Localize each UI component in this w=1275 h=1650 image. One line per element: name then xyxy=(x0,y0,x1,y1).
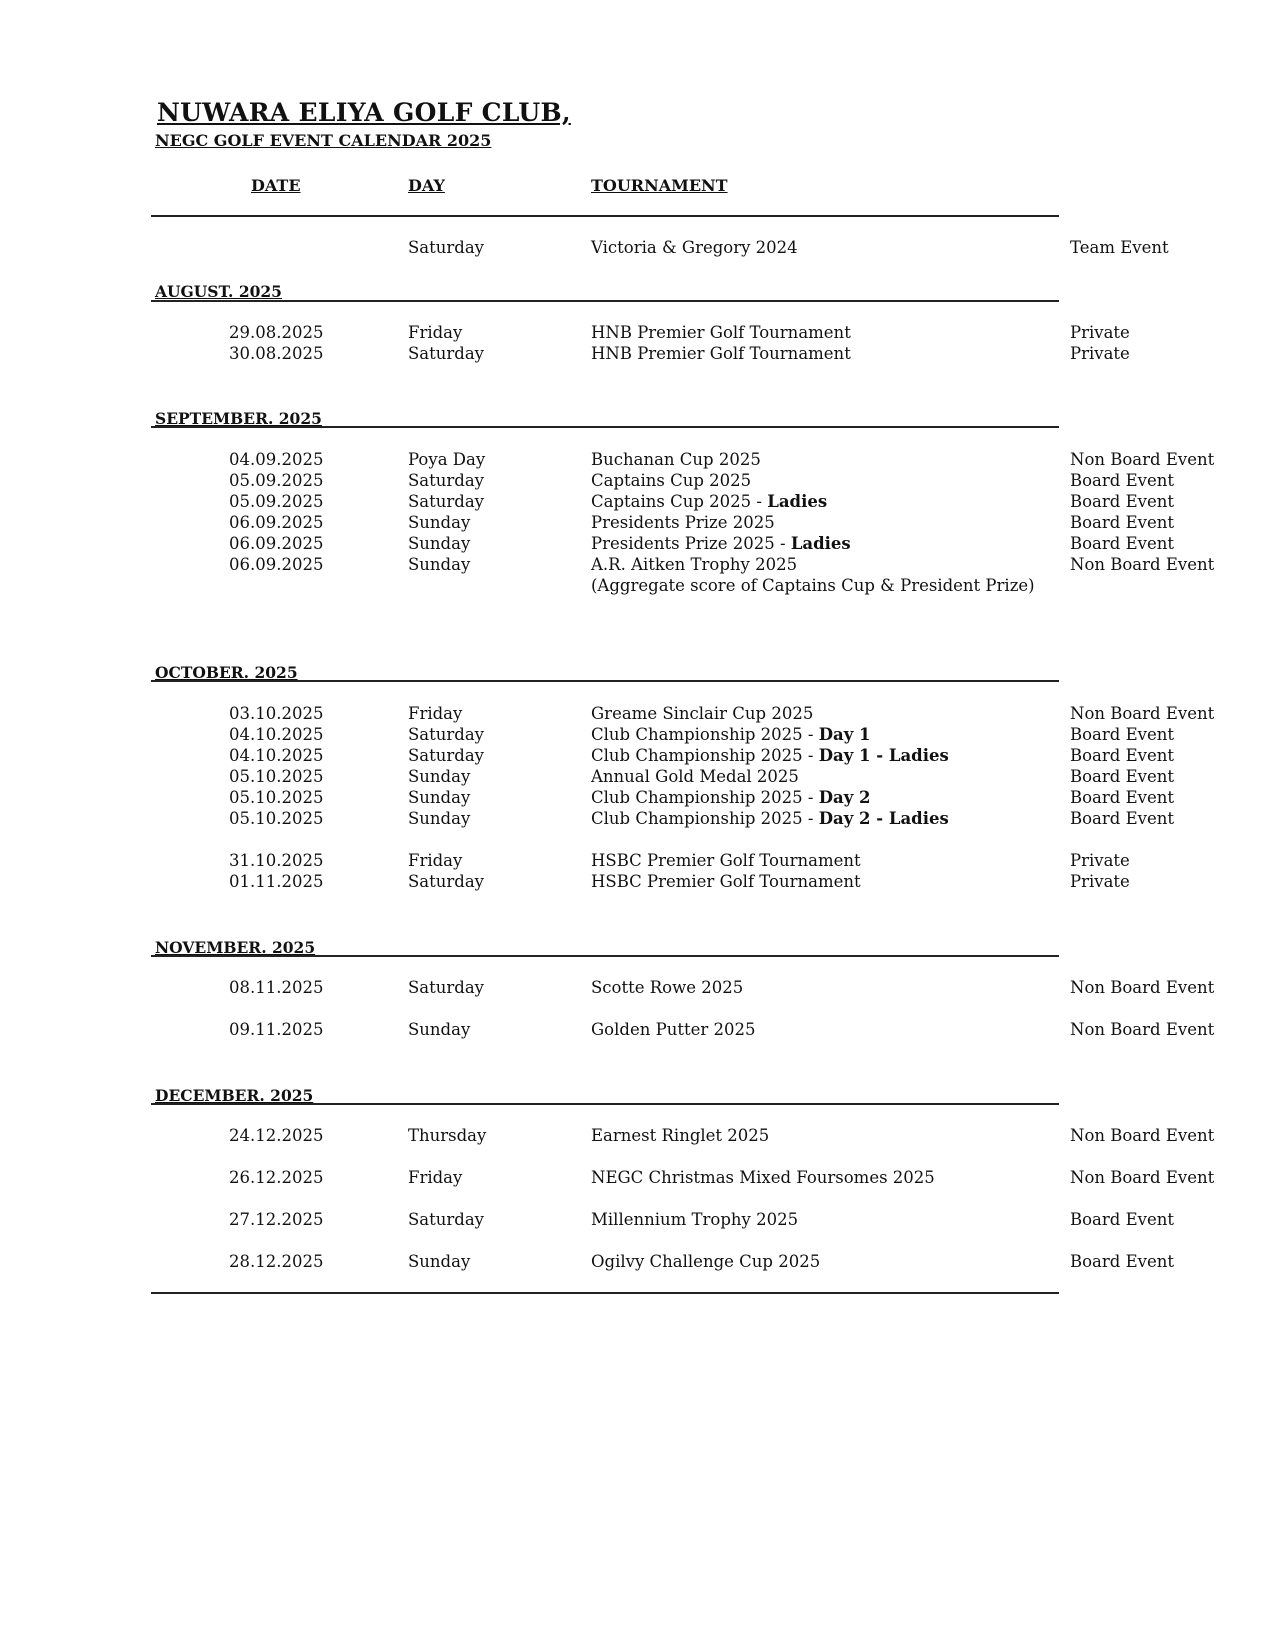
event-day: Saturday xyxy=(408,238,485,257)
event-tournament xyxy=(591,1126,769,1145)
event-date: 06.09.2025 xyxy=(229,513,324,532)
event-row xyxy=(0,872,1275,893)
tournament-name: Greame Sinclair Cup 2025 xyxy=(591,704,814,723)
event-type: Non Board Event xyxy=(1070,1126,1215,1145)
event-date: 26.12.2025 xyxy=(229,1168,324,1187)
tournament-name: HSBC Premier Golf Tournament xyxy=(591,872,861,891)
tournament-name: Club Championship 2025 - xyxy=(591,746,819,765)
event-row xyxy=(0,344,1275,365)
event-date: 01.11.2025 xyxy=(229,872,324,891)
club-title: NUWARA ELIYA GOLF CLUB, xyxy=(157,98,571,127)
tournament-name: Captains Cup 2025 xyxy=(591,471,752,490)
column-header-tournament: TOURNAMENT xyxy=(591,176,728,195)
tournament-name: Captains Cup 2025 - xyxy=(591,492,768,511)
event-date: 06.09.2025 xyxy=(229,555,324,574)
tournament-name: Presidents Prize 2025 - xyxy=(591,534,791,553)
event-day: Saturday xyxy=(408,872,485,891)
tournament-name: Buchanan Cup 2025 xyxy=(591,450,761,469)
event-day: Sunday xyxy=(408,1020,471,1039)
event-tournament xyxy=(591,344,851,363)
event-type: Board Event xyxy=(1070,471,1174,490)
event-type: Board Event xyxy=(1070,725,1174,744)
event-type: Board Event xyxy=(1070,767,1174,786)
event-tournament xyxy=(591,978,743,997)
tournament-emphasis: Day 1 - Ladies xyxy=(818,746,949,765)
event-type: Team Event xyxy=(1070,238,1169,257)
month-heading-november: NOVEMBER. 2025 xyxy=(155,938,316,957)
footer-rule xyxy=(151,1292,1059,1294)
event-tournament xyxy=(591,323,851,342)
event-day: Sunday xyxy=(408,809,471,828)
event-day: Poya Day xyxy=(408,450,486,469)
event-type: Board Event xyxy=(1070,1210,1174,1229)
event-tournament xyxy=(591,534,851,553)
tournament-name: Club Championship 2025 - xyxy=(591,725,819,744)
event-type: Board Event xyxy=(1070,513,1174,532)
event-day: Sunday xyxy=(408,513,471,532)
tournament-emphasis: Day 2 xyxy=(818,788,871,807)
tournament-name: HSBC Premier Golf Tournament xyxy=(591,851,861,870)
event-type: Board Event xyxy=(1070,788,1174,807)
event-row xyxy=(0,1168,1275,1189)
tournament-name: NEGC Christmas Mixed Foursomes 2025 xyxy=(591,1168,935,1187)
event-row xyxy=(0,513,1275,534)
event-date: 27.12.2025 xyxy=(229,1210,324,1229)
event-day: Sunday xyxy=(408,767,471,786)
event-day: Saturday xyxy=(408,471,485,490)
month-rule xyxy=(151,680,1059,682)
event-row xyxy=(0,725,1275,746)
event-day: Saturday xyxy=(408,492,485,511)
event-date: 29.08.2025 xyxy=(229,323,324,342)
event-type: Non Board Event xyxy=(1070,1168,1215,1187)
event-type: Private xyxy=(1070,851,1130,870)
event-type: Non Board Event xyxy=(1070,978,1215,997)
tournament-name: HNB Premier Golf Tournament xyxy=(591,344,851,363)
event-row xyxy=(0,704,1275,725)
event-row xyxy=(0,323,1275,344)
month-rule xyxy=(151,1103,1059,1105)
event-tournament xyxy=(591,704,813,723)
event-date: 28.12.2025 xyxy=(229,1252,324,1271)
header-rule xyxy=(151,215,1059,217)
event-row xyxy=(0,492,1275,513)
event-row xyxy=(0,1252,1275,1273)
event-date: 30.08.2025 xyxy=(229,344,324,363)
event-tournament xyxy=(591,851,861,870)
event-day: Saturday xyxy=(408,1210,485,1229)
event-type: Non Board Event xyxy=(1070,704,1215,723)
month-rule xyxy=(151,426,1059,428)
event-type: Non Board Event xyxy=(1070,1020,1215,1039)
event-tournament xyxy=(591,809,949,828)
column-header-date: DATE xyxy=(251,176,301,195)
tournament-name: Earnest Ringlet 2025 xyxy=(591,1126,770,1145)
event-type: Board Event xyxy=(1070,492,1174,511)
event-day: Sunday xyxy=(408,555,471,574)
event-row xyxy=(0,450,1275,471)
month-heading-december: DECEMBER. 2025 xyxy=(155,1086,314,1105)
event-date: 24.12.2025 xyxy=(229,1126,324,1145)
tournament-name: Presidents Prize 2025 xyxy=(591,513,775,532)
tournament-name: HNB Premier Golf Tournament xyxy=(591,323,851,342)
event-row xyxy=(0,767,1275,788)
event-tournament xyxy=(591,788,871,807)
event-tournament xyxy=(591,872,861,891)
event-date: 05.10.2025 xyxy=(229,788,324,807)
event-row xyxy=(0,851,1275,872)
event-day: Friday xyxy=(408,1168,463,1187)
month-rule xyxy=(151,955,1059,957)
event-date: 08.11.2025 xyxy=(229,978,324,997)
event-tournament xyxy=(591,1020,755,1039)
event-type: Board Event xyxy=(1070,1252,1174,1271)
event-tournament xyxy=(591,555,797,574)
event-day: Friday xyxy=(408,323,463,342)
event-tournament xyxy=(591,1210,798,1229)
month-heading-october: OCTOBER. 2025 xyxy=(155,663,298,682)
event-type: Board Event xyxy=(1070,809,1174,828)
event-day: Saturday xyxy=(408,344,485,363)
event-row xyxy=(0,534,1275,555)
event-row xyxy=(0,576,1275,597)
event-tournament xyxy=(591,471,751,490)
tournament-name: A.R. Aitken Trophy 2025 xyxy=(591,555,798,574)
event-type: Board Event xyxy=(1070,746,1174,765)
tournament-emphasis: Ladies xyxy=(767,492,828,511)
event-row xyxy=(0,1126,1275,1147)
event-type: Private xyxy=(1070,872,1130,891)
event-tournament xyxy=(591,450,761,469)
month-heading-august: AUGUST. 2025 xyxy=(155,282,282,301)
event-tournament xyxy=(591,725,871,744)
event-type: Non Board Event xyxy=(1070,450,1215,469)
event-day: Friday xyxy=(408,704,463,723)
event-row xyxy=(0,746,1275,767)
event-date: 05.09.2025 xyxy=(229,471,324,490)
column-header-day: DAY xyxy=(408,176,445,195)
event-date: 05.10.2025 xyxy=(229,809,324,828)
event-row xyxy=(0,238,1275,259)
event-tournament xyxy=(591,746,949,765)
tournament-name: Club Championship 2025 - xyxy=(591,788,819,807)
event-day: Friday xyxy=(408,851,463,870)
tournament-emphasis: Ladies xyxy=(790,534,851,553)
event-type: Board Event xyxy=(1070,534,1174,553)
event-row xyxy=(0,809,1275,830)
event-date: 05.09.2025 xyxy=(229,492,324,511)
event-tournament xyxy=(591,1168,935,1187)
tournament-emphasis: Day 2 - Ladies xyxy=(818,809,949,828)
event-day: Saturday xyxy=(408,725,485,744)
month-heading-september: SEPTEMBER. 2025 xyxy=(155,409,322,428)
event-tournament xyxy=(591,767,799,786)
event-type: Non Board Event xyxy=(1070,555,1215,574)
event-date: 06.09.2025 xyxy=(229,534,324,553)
tournament-name: Golden Putter 2025 xyxy=(591,1020,756,1039)
tournament-name: (Aggregate score of Captains Cup & President Prize) xyxy=(591,576,1035,595)
month-rule xyxy=(151,300,1059,302)
event-tournament xyxy=(591,513,775,532)
event-date: 03.10.2025 xyxy=(229,704,324,723)
event-day: Sunday xyxy=(408,788,471,807)
event-row xyxy=(0,1210,1275,1231)
event-row xyxy=(0,788,1275,809)
event-row xyxy=(0,555,1275,576)
tournament-name: Scotte Rowe 2025 xyxy=(591,978,744,997)
event-row xyxy=(0,978,1275,999)
event-day: Saturday xyxy=(408,978,485,997)
event-day: Sunday xyxy=(408,534,471,553)
event-date: 04.10.2025 xyxy=(229,746,324,765)
tournament-name: Annual Gold Medal 2025 xyxy=(591,767,799,786)
event-date: 31.10.2025 xyxy=(229,851,324,870)
event-day: Thursday xyxy=(408,1126,487,1145)
event-day: Sunday xyxy=(408,1252,471,1271)
calendar-subtitle: NEGC GOLF EVENT CALENDAR 2025 xyxy=(155,131,492,150)
event-date: 04.09.2025 xyxy=(229,450,324,469)
event-tournament xyxy=(591,576,1035,595)
event-type: Private xyxy=(1070,344,1130,363)
tournament-name: Ogilvy Challenge Cup 2025 xyxy=(591,1252,821,1271)
event-day: Saturday xyxy=(408,746,485,765)
event-row xyxy=(0,1020,1275,1041)
tournament-emphasis: Day 1 xyxy=(818,725,871,744)
event-tournament xyxy=(591,492,827,511)
tournament-name: Millennium Trophy 2025 xyxy=(591,1210,799,1229)
event-tournament xyxy=(591,238,798,257)
event-type: Private xyxy=(1070,323,1130,342)
tournament-name: Victoria & Gregory 2024 xyxy=(591,238,798,257)
tournament-name: Club Championship 2025 - xyxy=(591,809,819,828)
event-tournament xyxy=(591,1252,820,1271)
event-date: 05.10.2025 xyxy=(229,767,324,786)
event-date: 04.10.2025 xyxy=(229,725,324,744)
event-date: 09.11.2025 xyxy=(229,1020,324,1039)
event-row xyxy=(0,471,1275,492)
